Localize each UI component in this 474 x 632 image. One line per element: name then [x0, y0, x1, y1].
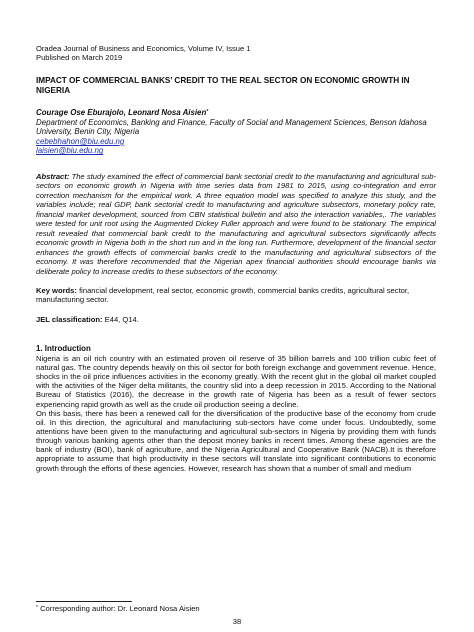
- jel-label: JEL classification:: [36, 314, 103, 324]
- section-heading: 1. Introduction: [36, 344, 91, 354]
- page-content: [36, 44, 436, 473]
- paper-title: IMPACT OF COMMERCIAL BANKS’ CREDIT TO THE REAL SECTOR ON ECONOMIC GROWTH IN NIGERIA: [36, 76, 410, 96]
- keywords: [36, 286, 436, 305]
- author-line: [36, 108, 436, 118]
- abstract: [36, 172, 436, 276]
- abstract-label: Abstract:: [36, 171, 70, 181]
- abstract-text: The study examined the effect of commercial bank sectorial credit to the manufacturing and agricultural sub-sectors on economic growth in Nigeria with time series data from 1981 to 2015, using co-integration and error correction mechanism for the empirical work. A three equation model was specified to analyze this study, and the variables include; real GDP, bank sectorial credit to manufacturing and agriculture subsectors, monetary policy rate, financial market development, sourced from CBN statistical bulletin and also the interaction variables,. The variables were tested for unit root using the Augmented Dickey Fuller approach and were found to be stationary. The empirical result revealed that commercial bank credit to the manufacturing and agricultural subsectors significantly affects economic growth in Nigeria both in the short run and in the long run. Furthermore, development of the financial sector enhances the growth effects of commercial banks credit to the manufacturing and agricultural subsectors of the economy. It was therefore recommended that the Nigerian apex financial authorities should encourage banks via deliberate policy to increase credits to these subsectors of the economy.: [36, 171, 436, 276]
- intro-paragraph-2: On this basis, there has been a renewed call for the diversification of the productive base of the economy from crude oil. In this direction, the agricultural and manufacturing sub-sectors have come under focus. Undoubtedly, some attentions have been given to the manufacturing and agricultural sub-sectors in Nigeria by providing them with funds through various banking agents other than the deposit money banks in recent times. Among these agencies are the bank of industry (BOI), bank of agriculture, and the Nigeria Agricultural and Cooperative Bank (NACB).It is therefore appropriate to assume that high productivity in these sectors will translate into significant contributions to economic growth through the efforts of these agencies. However, research has shown that a number of small and medium: [36, 408, 436, 473]
- journal-header: [36, 44, 436, 62]
- intro-paragraph-1: Nigeria is an oil rich country with an estimated proven oil reserve of 35 billion barrels and 100 trillion cubic feet of natural gas. The country depends heavily on this oil sector for both foreign exchange and government revenue. Hence, shocks in the oil price influences activities in the economy greatly. With the recent glut in the global oil market coupled with the activities of the Niger delta militants, the country slid into a deep recession in 2015. According to the National Bureau of Statistics (2016), the decrease in the growth rate of Nigeria has been as a result of fewer sectors experiencing rapid growth as well as the crude oil production seeing a decline.: [36, 353, 436, 409]
- email-link-1[interactable]: cebebhahon@biu.edu.ng: [36, 136, 125, 146]
- author-names: Courage Ose Eburajolo, Leonard Nosa Aisien: [36, 108, 207, 117]
- keywords-text: financial development, real sector, economic growth, commercial banks credits, agricultural sector, manufacturing sector.: [36, 285, 410, 305]
- jel-classification: [36, 315, 436, 324]
- publication-date: Published on March 2019: [36, 53, 123, 63]
- footnote-text: Corresponding author: Dr. Leonard Nosa Aisien: [40, 604, 200, 613]
- author-affiliation: Department of Economics, Banking and Finance, Faculty of Social and Management Sciences, Benson Idahosa University, Benin City, Nigeria: [36, 117, 427, 137]
- corresponding-marker: *: [206, 109, 209, 115]
- footnote-marker: *: [36, 605, 38, 611]
- jel-codes: E44, Q14.: [104, 314, 139, 324]
- email-link-2[interactable]: laisien@biu.edu.ng: [36, 146, 104, 156]
- keywords-label: Key words:: [36, 285, 77, 295]
- page-number: 38: [232, 617, 242, 626]
- footnote-divider: [36, 601, 132, 602]
- footnote: [36, 604, 200, 613]
- journal-name: Oradea Journal of Business and Economics, Volume IV, Issue 1: [36, 44, 251, 53]
